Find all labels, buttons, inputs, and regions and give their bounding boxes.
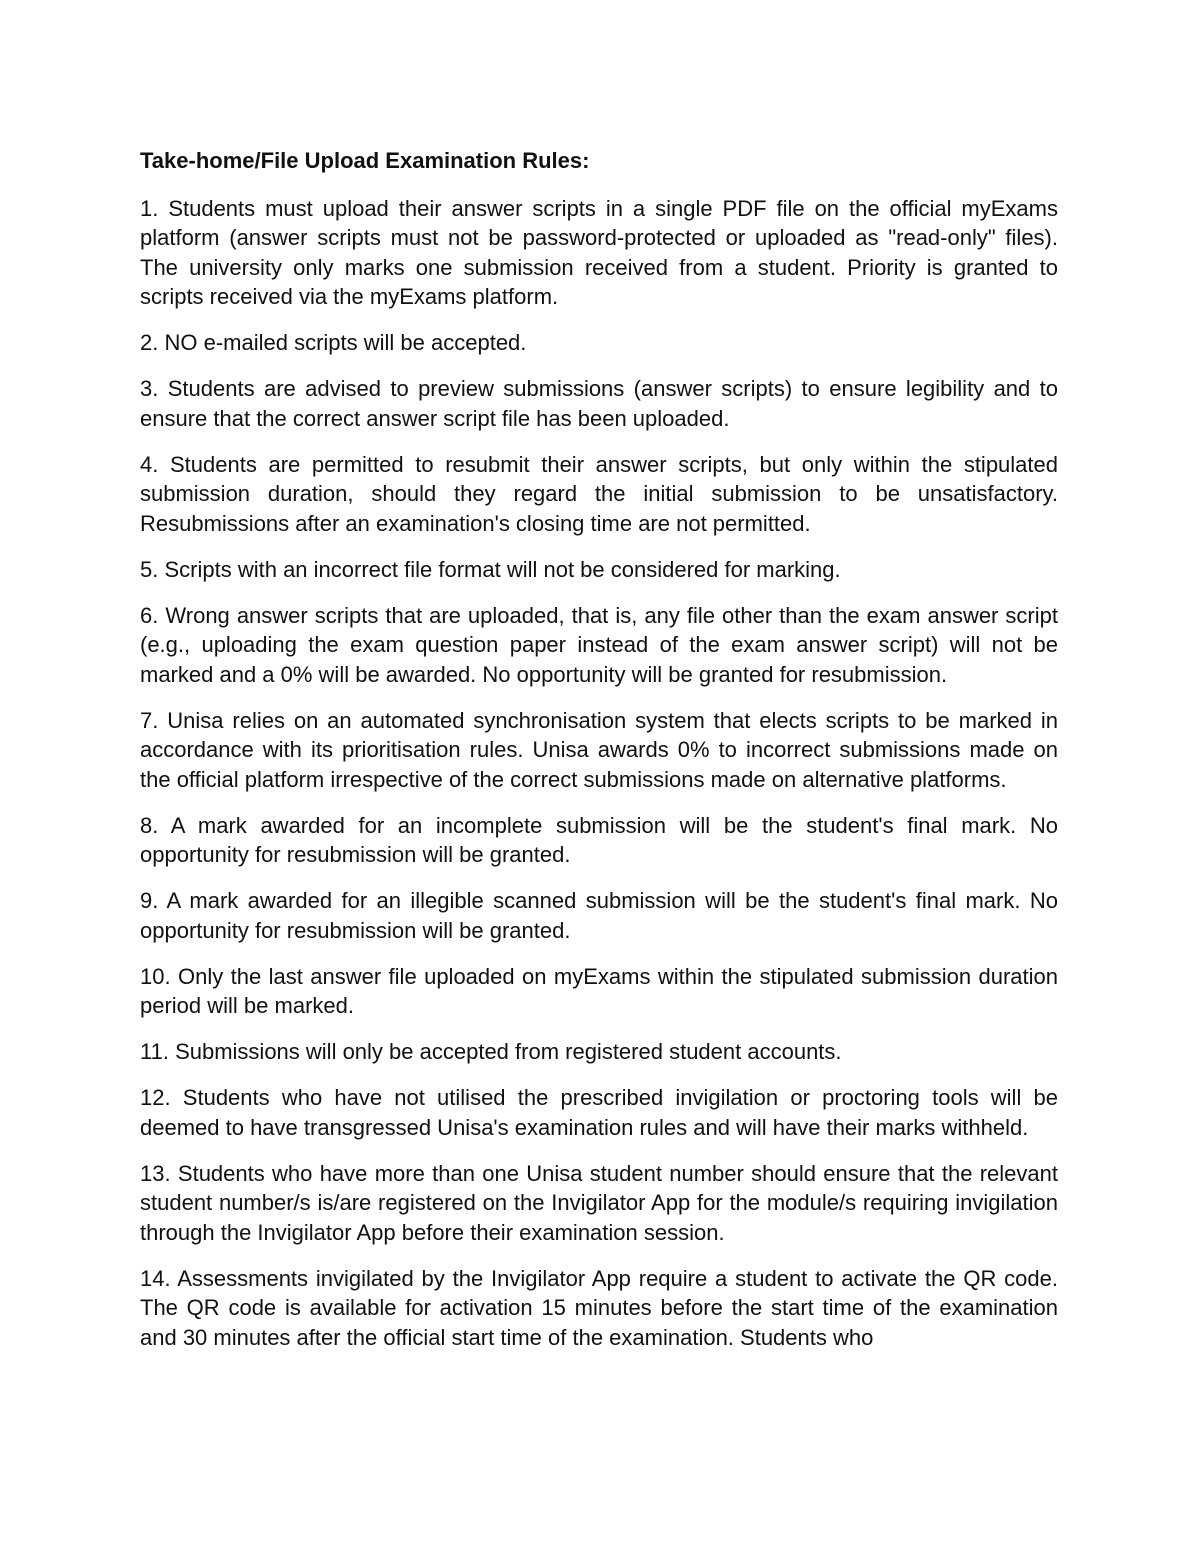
rule-8 [140,811,1058,870]
rule-4 [140,450,1058,539]
rule-text: Students who have not utilised the prescribed invigilation or proctoring tools will be deemed to have transgressed Unisa's examination rules and will have their marks withheld. [140,1085,1058,1140]
rule-number: 10. [140,963,171,989]
rule-text: Students are permitted to resubmit their answer scripts, but only within the stipulated submission duration, should they regard the initial submission to be unsatisfactory. Resubmissions after an examination's closing time are not permitted. [140,451,1058,536]
rule-number: 14. [140,1265,171,1291]
rule-text: Scripts with an incorrect file format will not be considered for marking. [164,556,841,582]
rule-text: A mark awarded for an incomplete submission will be the student's final mark. No opportunity for resubmission will be granted. [140,812,1058,867]
rule-number: 12. [140,1085,171,1110]
rule-7 [140,706,1058,795]
rule-text: NO e-mailed scripts will be accepted. [164,330,527,355]
rule-number: 1. [140,195,159,221]
rule-13 [140,1159,1058,1248]
rule-10 [140,962,1058,1021]
rule-number: 3. [140,376,159,401]
rule-number: 9. [140,888,159,913]
rule-text: A mark awarded for an illegible scanned submission will be the student's final mark. No opportunity for resubmission will be granted. [140,888,1058,943]
rule-6 [140,601,1058,690]
page-title: Take-home/File Upload Examination Rules: [140,148,590,173]
rule-text: Wrong answer scripts that are uploaded, that is, any file other than the exam answer script (e.g., uploading the exam question paper instead of the exam answer script) will not be marked and a 0% will be awarded. No opportunity will be granted for resubmission. [140,602,1058,687]
rule-12 [140,1083,1058,1142]
document-page [140,146,1058,1369]
rule-number: 7. [140,707,159,733]
rule-text: Assessments invigilated by the Invigilator App require a student to activate the QR code. The QR code is available for activation 15 minutes before the start time of the examination and 30 minutes after the official start time of the examination. Students who [140,1265,1058,1350]
rule-number: 6. [140,602,159,628]
rule-text: Students must upload their answer scripts in a single PDF file on the official myExams platform (answer scripts must not be password-protected or uploaded as "read-only" files). The university only marks one submission received from a student. Priority is granted to scripts received via the myExams platform. [140,195,1058,309]
rule-text: Students who have more than one Unisa student number should ensure that the relevant student number/s is/are registered on the Invigilator App for the module/s requiring invigilation through the Invigilator App before their examination session. [140,1160,1058,1245]
rule-2 [140,328,1058,358]
rule-9 [140,886,1058,945]
rule-number: 13. [140,1160,171,1186]
rule-3 [140,374,1058,433]
rule-14 [140,1264,1058,1353]
rule-number: 8. [140,812,159,838]
rule-text: Only the last answer file uploaded on myExams within the stipulated submission duration period will be marked. [140,963,1058,1018]
rule-5 [140,555,1058,585]
rule-text: Unisa relies on an automated synchronisation system that elects scripts to be marked in accordance with its prioritisation rules. Unisa awards 0% to incorrect submissions made on the official platform irrespective of the correct submissions made on alternative platforms. [140,707,1058,792]
rule-text: Submissions will only be accepted from registered student accounts. [175,1039,842,1064]
rule-number: 4. [140,451,159,477]
rule-number: 5. [140,556,159,582]
rule-number: 11. [140,1039,169,1064]
rule-number: 2. [140,330,159,355]
rule-1 [140,194,1058,312]
rule-text: Students are advised to preview submissions (answer scripts) to ensure legibility and to ensure that the correct answer script file has been uploaded. [140,376,1058,431]
rule-11 [140,1037,1058,1067]
